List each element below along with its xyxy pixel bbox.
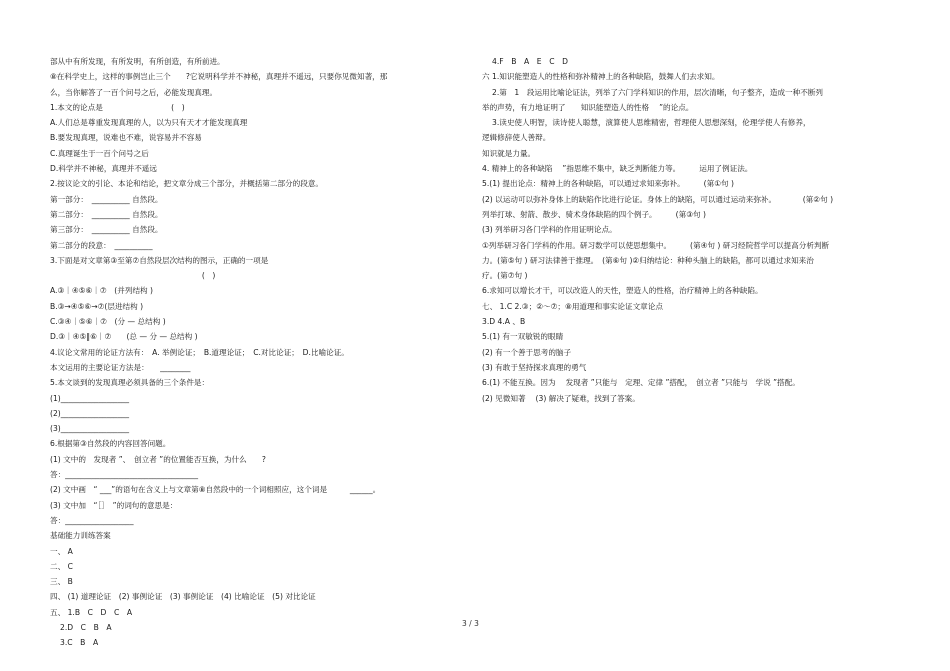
left-line: (1) 文中的 发现者 ”、 创立者 ”的位置能否互换，为什么 ?	[50, 454, 266, 464]
left-line: 6.根据第③自然段的内容回答问题。	[50, 439, 171, 449]
left-line: 3.下面是对文章第③至第⑦自然段层次结构的图示，正确的一项是	[50, 255, 269, 265]
left-line: ( )	[50, 271, 216, 281]
right-line: 列举打球、射箭、散步、骑术身体缺陷的四个例子。 (第③句 )	[482, 209, 706, 219]
left-line: D.③｜④⑤‖⑥｜⑦ (总 — 分 — 总结构 )	[50, 332, 198, 342]
left-line: 2.按议论文的引论、本论和结论，把文章分成三个部分，并概括第二部分的段意。	[50, 179, 324, 189]
left-line: (1)__________________	[50, 393, 130, 403]
left-line: A.人们总是尊重发现真理的人，以为只有天才才能发现真理	[50, 118, 248, 128]
left-line: 本文运用的主要论证方法是： ________	[50, 362, 191, 372]
right-line: 4.F B A E C D	[492, 57, 568, 66]
right-line: 疗。(第⑦句 )	[482, 271, 528, 281]
left-line: 5.本文谈到的发现真理必须具备的三个条件是：	[50, 378, 210, 388]
left-line: 么，当你解答了一百个问号之后，必能发现真理。	[50, 87, 218, 97]
left-line: ⑧在科学史上，这样的事例岂止三个 ?它说明科学并不神秘，真理并不遥远，只要你见微知著，那	[50, 72, 388, 82]
left-line: 3.C B A	[60, 638, 99, 648]
left-column	[50, 54, 460, 651]
right-line: 力。(第⑤句 ) 研习法律善于推理。 (第⑥句 )②归纳结论：种种头脑上的缺陷，都可以通过求知来治	[482, 255, 814, 265]
left-line: (2)__________________	[50, 408, 130, 418]
left-line: 答：___________________________________	[50, 470, 199, 480]
left-line: (3) 文中加 “［］ ”的词句的意思是：	[50, 500, 178, 510]
left-line: 五、 1.B C D C A	[50, 607, 133, 617]
left-line: 第一部分： __________ 自然段。	[50, 194, 163, 204]
right-line: 知识就是力量。	[482, 148, 536, 158]
right-line: 2.第 1 段运用比喻论证法，列举了六门学科知识的作用，层次清晰，句子整齐，造成一种不断列	[492, 87, 824, 97]
left-line: D.科学并不神秘，真理并不遥远	[50, 164, 157, 174]
right-line: 逻辑修辞使人善辩。	[482, 133, 551, 143]
right-line: 3.D 4.A 、B	[482, 317, 526, 327]
left-line: 第三部分： __________ 自然段。	[50, 225, 163, 235]
left-line: 基础能力训练答案	[50, 531, 111, 541]
right-line: 4. 精神上的各种缺陷 ”指思维不集中，缺乏判断能力等。 运用了例证法。	[482, 164, 753, 174]
page-number: 3 / 3	[462, 619, 479, 628]
left-line: 答：__________________	[50, 515, 134, 525]
right-line: (2) 有一个善于思考的脑子	[482, 347, 572, 357]
left-line: (2) 文中画 “ ___”的语句在含义上与文章第⑧自然段中的一个词相照应，这个词是 ______。	[50, 485, 381, 495]
left-line: 4.议论文常用的论证方法有： A. 举例论证； B.道理论证； C.对比论证； D.比喻论证。	[50, 347, 349, 357]
left-line: C.③④｜⑤⑥｜⑦ (分 — 总结构 )	[50, 317, 166, 327]
right-line: 5.(1) 提出论点：精神上的各种缺陷，可以通过求知来弥补。 (第①句 )	[482, 179, 734, 189]
left-line: A.③｜④⑤⑥｜⑦ (并列结构 )	[50, 286, 154, 296]
left-line: B.③→④⑤⑥→⑦(层进结构 )	[50, 301, 144, 311]
right-line: 5.(1) 有一双敏锐的眼睛	[482, 332, 564, 342]
left-line: C.真理诞生于一百个问号之后	[50, 148, 149, 158]
left-line: 1.本文的论点是 ( )	[50, 102, 185, 112]
left-line: 四、 (1) 道理论证 (2) 事例论证 (3) 事例论证 (4) 比喻论证 (5) 对比论证	[50, 592, 316, 602]
right-column	[482, 54, 882, 406]
left-line: 第二部分： __________ 自然段。	[50, 209, 163, 219]
right-line: (2) 见微知著 (3) 解决了疑难，找到了答案。	[482, 393, 640, 403]
left-line: 2.D C B A	[60, 622, 112, 632]
right-line: 3.读史使人明智，读诗使人聪慧，演算使人思维精密，哲理使人思想深刻，伦理学使人有修养，	[492, 118, 811, 128]
right-line: 举的声势，有力地证明了 知识能塑造人的性格 ”的论点。	[482, 102, 694, 112]
right-line: 七、 1.C 2.③；②～⑦；⑧用道理和事实论证文章论点	[482, 301, 663, 311]
left-line: 一、 A	[50, 546, 73, 556]
right-line: 六 1.知识能塑造人的性格和弥补精神上的各种缺陷，鼓舞人们去求知。	[482, 72, 720, 82]
right-line: (2) 以运动可以弥补身体上的缺陷作比进行论证。身体上的缺陷，可以通过运动来弥补。 (第②句 )	[482, 194, 834, 204]
left-line: 部从中有所发现，有所发明，有所创造，有所前进。	[50, 57, 225, 66]
right-line: (3) 列举研习各门学科的作用证明论点。	[482, 225, 617, 235]
left-line: 第二部分的段意： __________	[50, 240, 153, 250]
left-line: B.要发现真理，说难也不难，说容易并不容易	[50, 133, 202, 143]
left-line: (3)__________________	[50, 424, 130, 434]
right-line: (3) 有敢于坚持探求真理的勇气	[482, 362, 587, 372]
right-line: ①列举研习各门学科的作用。研习数学可以使思想集中。 (第④句 ) 研习经院哲学可以提高分析判断	[482, 240, 830, 250]
right-line: 6.(1) 不能互换。因为 发现者 ”只能与 定理、定律 ”搭配， 创立者 ”只能与 学说 ”搭配。	[482, 378, 800, 388]
left-line: 三、 B	[50, 577, 73, 587]
left-line: 二、 C	[50, 561, 73, 571]
right-line: 6.求知可以增长才干，可以改造人的天性，塑造人的性格，治疗精神上的各种缺陷。	[482, 286, 763, 296]
